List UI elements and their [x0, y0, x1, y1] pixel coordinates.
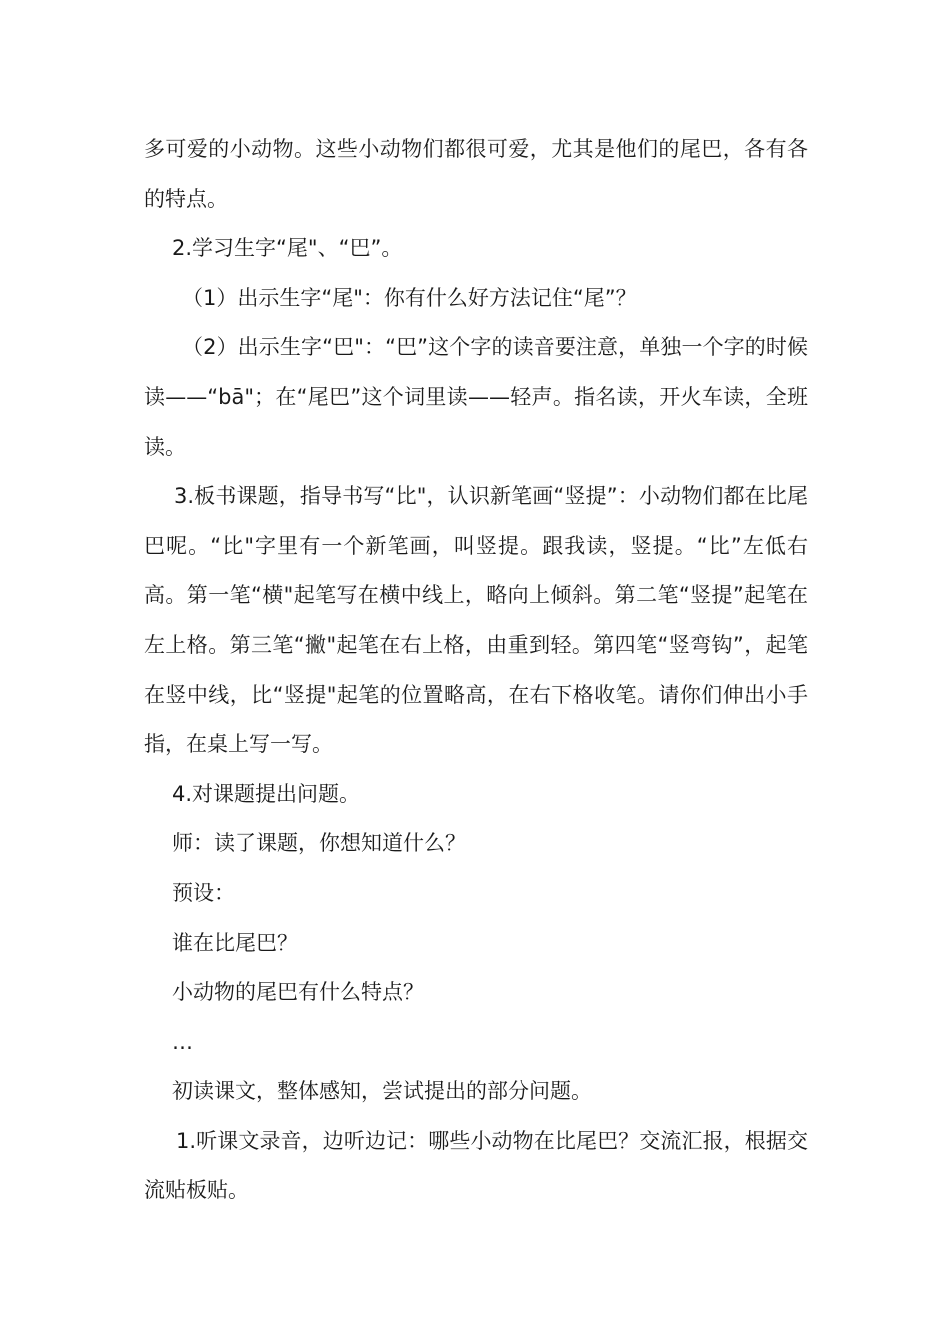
paragraph-ellipsis: … [172, 1029, 193, 1054]
paragraph-preset-label: 预设： [172, 880, 235, 905]
paragraph-listen-step-1: 1.听课文录音，边听边记：哪些小动物在比尾巴？交流汇报，根据交流贴板贴。 [144, 1128, 808, 1203]
document-body [144, 125, 808, 1216]
paragraph-first-reading: 初读课文，整体感知，尝试提出的部分问题。 [172, 1079, 592, 1104]
paragraph-step-2: 2.学习生字“尾"、“巴”。 [172, 236, 403, 261]
paragraph-step-3: 3.板书课题，指导书写“比"，认识新笔画“竖提”：小动物们都在比尾巴呢。“比"字里有一个新笔画，叫竖提。跟我读，竖提。“比”左低右高。第一笔“横"起笔写在横中线上，略向上倾斜。第二笔“竖提”起笔在左上格。第三笔“撇"起笔在右上格，由重到轻。第四笔“竖弯钩”，起笔在竖中线，比“竖提"起笔的位置略高，在右下格收笔。请你们伸出小手指，在桌上写一写。 [144, 484, 808, 757]
paragraph-preset-1: 谁在比尾巴？ [172, 930, 298, 955]
paragraph-step-2-1: （1）出示生字“尾"：你有什么好方法记住“尾”？ [182, 285, 637, 310]
paragraph-teacher-question: 师：读了课题，你想知道什么？ [172, 831, 466, 856]
paragraph-preset-2: 小动物的尾巴有什么特点？ [172, 980, 424, 1005]
paragraph-step-4: 4.对课题提出问题。 [172, 781, 361, 806]
paragraph-intro: 多可爱的小动物。这些小动物们都很可爱，尤其是他们的尾巴，各有各的特点。 [144, 137, 808, 211]
paragraph-step-2-2: （2）出示生字“巴"：“巴”这个字的读音要注意，单独一个字的时候读——“bā"；在“尾巴”这个词里读——轻声。指名读，开火车读，全班读。 [144, 335, 808, 459]
